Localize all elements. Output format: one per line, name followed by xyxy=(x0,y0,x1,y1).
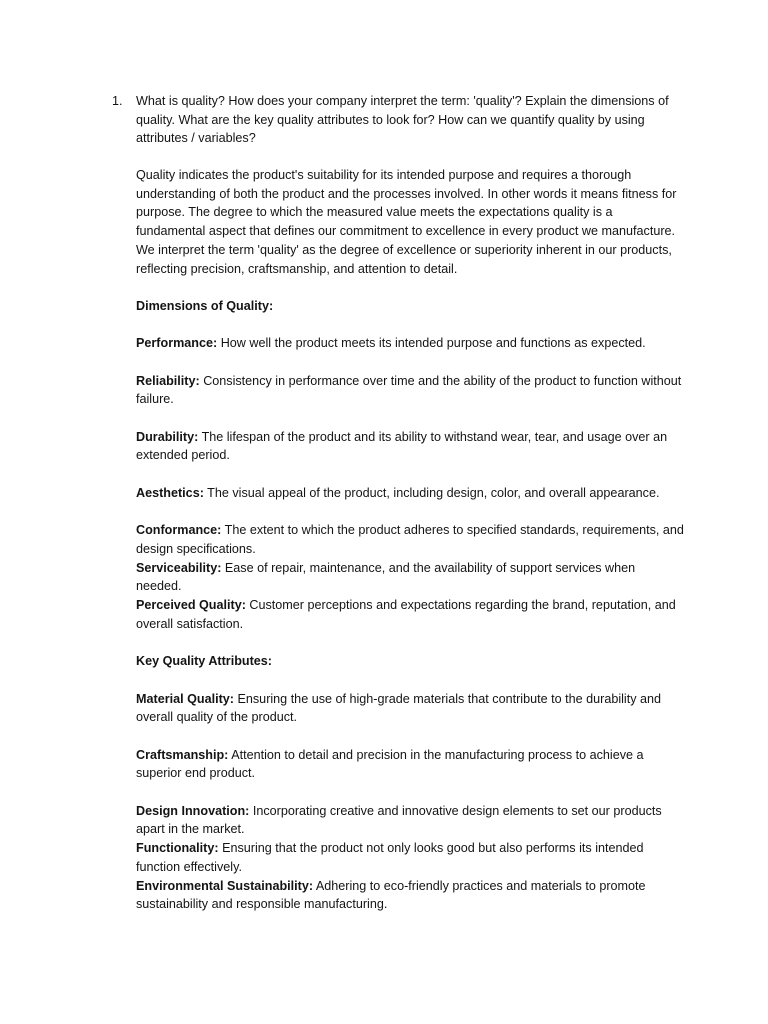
attribute-term: Material Quality: xyxy=(136,691,234,706)
answer-body xyxy=(136,166,684,914)
question-block xyxy=(112,92,682,148)
dimension-description: How well the product meets its intended purpose and functions as expected. xyxy=(220,336,646,351)
attribute-description: Ensuring the use of high-grade materials that contribute to the durability and overall quality of the product. xyxy=(136,691,662,725)
dimension-term: Reliability: xyxy=(136,373,200,388)
attribute-item-design-innovation xyxy=(136,802,684,839)
dimension-term: Aesthetics: xyxy=(136,485,204,500)
dimension-item-durability xyxy=(136,428,684,465)
attribute-term: Functionality: xyxy=(136,841,219,856)
dimension-item-aesthetics xyxy=(136,484,684,503)
attribute-term: Design Innovation: xyxy=(136,803,250,818)
dimension-term: Performance: xyxy=(136,336,218,351)
dimension-description: The visual appeal of the product, including design, color, and overall appearance. xyxy=(207,485,660,500)
attribute-item-functionality xyxy=(136,839,684,876)
intro-paragraph: Quality indicates the product's suitability for its intended purpose and requires a thorough understanding of both the product and the processes involved. In other words it means fitness for purpose. The degree to which the measured value meets the expectations quality is a fundamental aspect that defines our commitment to excellence in every product we manufacture. We interpret the term 'quality' as the degree of excellence or superiority inherent in our products, reflecting precision, craftsmanship, and attention to detail. xyxy=(136,168,677,276)
attribute-term: Environmental Sustainability: xyxy=(136,878,314,893)
attribute-description: Incorporating creative and innovative design elements to set our products apart in the market. xyxy=(136,803,662,837)
dimension-item-performance xyxy=(136,334,684,353)
attribute-term: Craftsmanship: xyxy=(136,747,229,762)
dimension-description: Ease of repair, maintenance, and the availability of support services when needed. xyxy=(136,560,636,594)
dimension-description: The lifespan of the product and its ability to withstand wear, tear, and usage over an extended period. xyxy=(136,429,668,463)
attribute-item-material-quality xyxy=(136,690,684,727)
dimension-item-perceived-quality xyxy=(136,596,684,633)
dimension-description: Customer perceptions and expectations regarding the brand, reputation, and overall satisfaction. xyxy=(136,598,676,631)
dimension-item-reliability xyxy=(136,372,684,409)
dimension-description: Consistency in performance over time and the ability of the product to function without failure. xyxy=(136,373,682,407)
attributes-heading: Key Quality Attributes: xyxy=(136,654,272,669)
attribute-description: Adhering to eco-friendly practices and materials to promote sustainability and responsible manufacturing. xyxy=(136,878,646,912)
dimensions-heading: Dimensions of Quality: xyxy=(136,298,274,313)
dimension-term: Durability: xyxy=(136,429,199,444)
question-number: 1. xyxy=(112,94,123,108)
attribute-item-craftsmanship xyxy=(136,746,684,783)
dimension-description: The extent to which the product adheres to specified standards, requirements, and design specifications. xyxy=(136,523,684,556)
dimension-item-conformance xyxy=(136,521,684,558)
dimension-term: Conformance: xyxy=(136,523,222,538)
attribute-description: Attention to detail and precision in the manufacturing process to achieve a superior end product. xyxy=(136,747,644,781)
dimension-item-serviceability xyxy=(136,559,684,596)
attribute-description: Ensuring that the product not only looks good but also performs its intended function effectively. xyxy=(136,841,644,874)
dimension-term: Serviceability: xyxy=(136,560,222,575)
dimension-term: Perceived Quality: xyxy=(136,598,246,613)
question-text: What is quality? How does your company interpret the term: 'quality'? Explain the dimensions of quality. What are the key quality attributes to look for? How can we quantify quality by using attributes / variables? xyxy=(136,94,669,146)
attribute-item-environmental-sustainability xyxy=(136,877,684,914)
